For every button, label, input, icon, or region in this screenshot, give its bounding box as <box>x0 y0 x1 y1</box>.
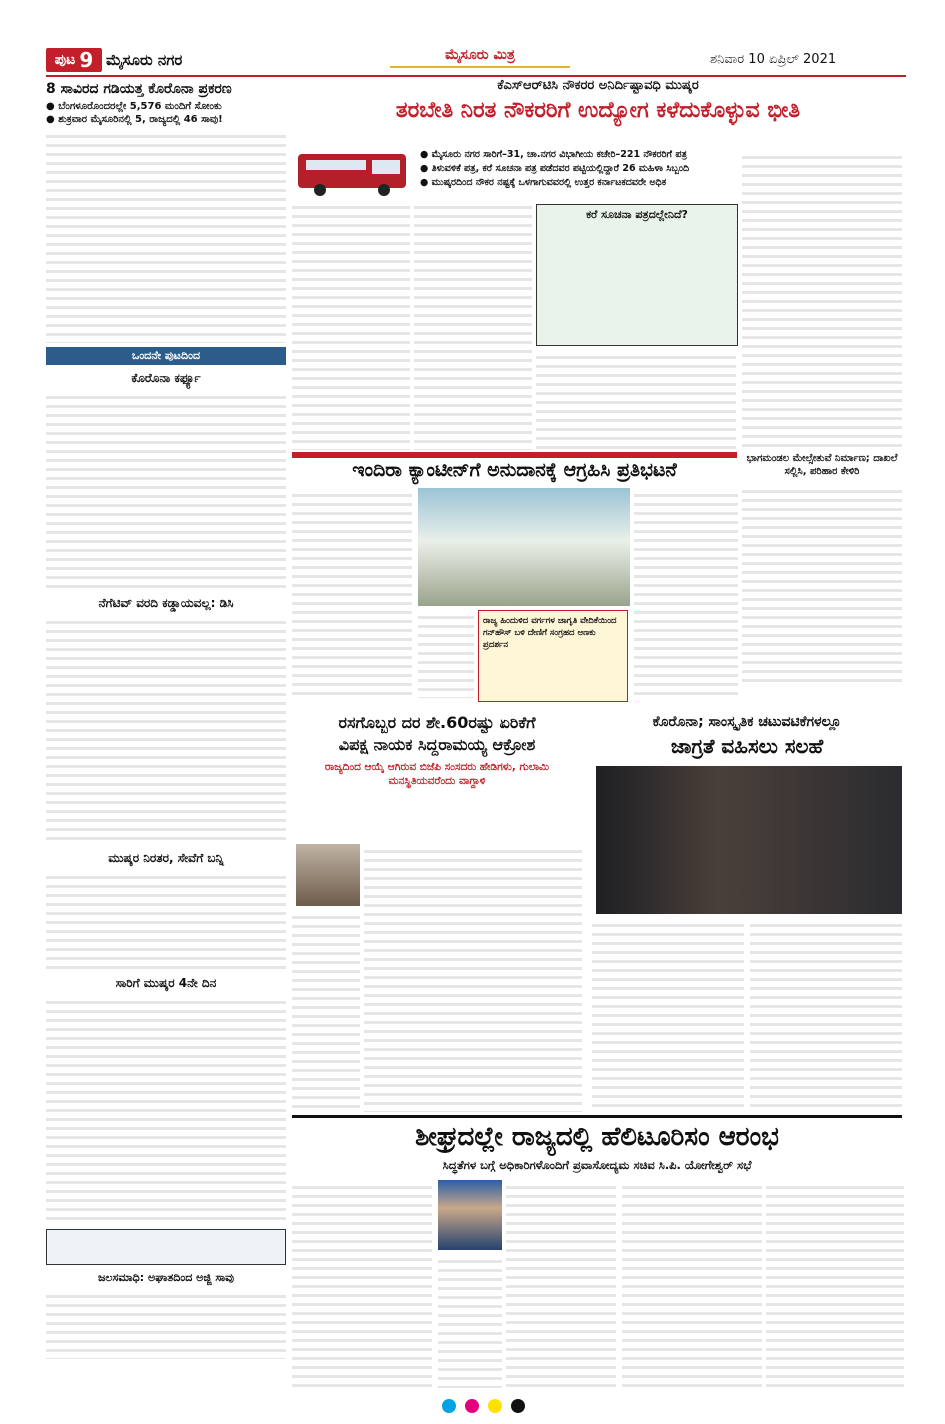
page-label: ಪುಟ <box>54 52 76 68</box>
heli-subhead: ಸಿದ್ಧತೆಗಳ ಬಗ್ಗೆ ಅಧಿಕಾರಿಗಳೊಂದಿಗೆ ಪ್ರವಾಸೋದ್ಯಮ ಸಚಿವ ಸಿ.ಪಿ. ಯೋಗೇಶ್ವರ್ ಸಭೆ <box>442 1158 752 1172</box>
culture-story <box>592 712 902 760</box>
strike-service-body-text <box>46 870 286 970</box>
culture-headline-1: ಕೊರೊನಾ; ಸಾಂಸ್ಕೃತಿಕ ಚಟುವಟಿಕೆಗಳಲ್ಲೂ <box>652 714 842 730</box>
bus-icon <box>292 146 412 198</box>
print-registration-marks <box>440 1398 527 1417</box>
left-column <box>46 80 286 1359</box>
heli-body-col-2b <box>438 1254 502 1388</box>
notice-box-title: ಕರೆ ಸೂಚನಾ ಪತ್ರದಲ್ಲೇನಿದೆ? <box>586 208 688 221</box>
strike-service-subhead: ಮುಷ್ಕರ ನಿರತರ, ಸೇವೆಗೆ ಬನ್ನಿ <box>108 851 224 865</box>
curfew-body-text <box>46 390 286 590</box>
page-number-badge <box>46 48 102 72</box>
corona-bullet-2: ● ಶುಕ್ರವಾರ ಮೈಸೂರಿನಲ್ಲಿ 5, ರಾಜ್ಯದಲ್ಲಿ 46 ಸಾವು! <box>46 114 223 125</box>
masthead-rule <box>46 75 906 77</box>
yellow-dot <box>488 1399 502 1413</box>
canteen-body-mid <box>418 610 474 698</box>
strike-day4-body-text <box>46 995 286 1223</box>
bhagamandala-story <box>742 452 902 682</box>
top-story-body-left <box>292 200 532 450</box>
heli-body-col-1 <box>292 1180 432 1388</box>
callout-text: ರಾಜ್ಯ ಹಿಂದುಳಿದ ವರ್ಗಗಳ ಜಾಗೃತಿ ವೇದಿಕೆಯಿಂದ ಗನ್‌ಹೌಸ್ ಬಳಿ ದೇಣಿಗೆ ಸಂಗ್ರಹದ ಆಣಕು ಪ್ರದರ್ಶನ <box>483 616 617 650</box>
heli-body-col-3 <box>622 1180 762 1388</box>
dateline: ಶನಿವಾರ 10 ಏಪ್ರಿಲ್ 2021 <box>710 52 837 67</box>
top-story-body-right <box>742 150 902 450</box>
canteen-body-left <box>292 488 412 698</box>
drowning-body-text <box>46 1289 286 1359</box>
top-story-body-mid <box>536 350 736 450</box>
page-number: 9 <box>79 48 94 72</box>
corona-body-text <box>46 129 286 343</box>
top-story <box>292 78 904 125</box>
culture-headline-2: ಜಾಗ್ರತೆ ವಹಿಸಲು ಸಲಹೆ <box>670 734 824 758</box>
top-story-kicker: ಕೆಎಸ್‌ಆರ್‌ಟಿಸಿ ನೌಕರರ ಅನಿರ್ದಿಷ್ಟಾವಧಿ ಮುಷ್ಕರ <box>497 78 699 93</box>
fertilizer-subhead: ರಾಜ್ಯದಿಂದ ಆಯ್ಕೆ ಆಗಿರುವ ಬಿಜೆಪಿ ಸಂಸದರು ಹೇಡಿಗಳು, ಗುಲಾಮಿ ಮನಸ್ಥಿತಿಯವರೆಂದು ವಾಗ್ದಾಳಿ <box>324 761 550 787</box>
info-box <box>46 1229 286 1265</box>
siddaramaiah-photo <box>296 844 360 906</box>
drowning-subhead: ಜಲಸಮಾಧಿ: ಅಘಾತದಿಂದ ಅಜ್ಜಿ ಸಾವು <box>97 1271 235 1284</box>
fertilizer-body-left <box>292 910 360 1112</box>
notice-box <box>536 204 738 346</box>
fertilizer-body-right <box>364 844 582 1112</box>
magenta-dot <box>465 1399 479 1413</box>
heli-rule <box>292 1115 902 1118</box>
top-story-headline: ತರಬೇತಿ ನಿರತ ನೌಕರರಿಗೆ ಉದ್ಯೋಗ ಕಳೆದುಕೊಳ್ಳುವ ಭೀತಿ <box>395 98 801 123</box>
bus-photo <box>292 146 412 198</box>
heli-body-col-4 <box>766 1180 904 1388</box>
heli-headline: ಶೀಘ್ರದಲ್ಲೇ ರಾಜ್ಯದಲ್ಲಿ ಹೆಲಿಟೂರಿಸಂ ಆರಂಭ <box>415 1122 779 1152</box>
heli-body-col-2 <box>506 1180 616 1388</box>
strike-day4-subhead: ಸಾರಿಗೆ ಮುಷ್ಕರ 4ನೇ ದಿನ <box>115 976 217 990</box>
top-point-1: ● ಮೈಸೂರು ನಗರ ಸಾರಿಗೆ–31, ಚಾ.ನಗರ ವಿಭಾಗೀಯ ಕಚೇರಿ–221 ನೌಕರರಿಗೆ ಪತ್ರ <box>420 149 687 160</box>
section-title: ಮೈಸೂರು ನಗರ <box>106 51 183 69</box>
bhagamandala-body-text <box>742 484 902 682</box>
canteen-headline: ಇಂದಿರಾ ಕ್ಯಾಂಟೀನ್‌ಗೆ ಅನುದಾನಕ್ಕೆ ಆಗ್ರಹಿಸಿ ಪ್ರತಿಭಟನೆ <box>352 459 677 481</box>
culture-body-text <box>592 918 904 1112</box>
canteen-body-right <box>634 488 738 698</box>
newspaper-logo: ಮೈಸೂರು ಮಿತ್ರ <box>390 44 570 68</box>
minister-photo <box>438 1180 502 1250</box>
top-point-3: ● ಮುಷ್ಕರದಿಂದ ನೌಕರ ನಷ್ಟಕ್ಕೆ ಒಳಗಾಗುವವರಲ್ಲಿ ಉತ್ತರ ಕರ್ನಾಟಕದವರೇ ಅಧಿಕ <box>420 177 667 188</box>
cyan-dot <box>442 1399 456 1413</box>
negative-report-body-text <box>46 615 286 845</box>
top-point-2: ● ತಿಳುವಳಿಕೆ ಪತ್ರ, ಕರೆ ಸೂಚನಾ ಪತ್ರ ಪಡೆದವರ ಪಟ್ಟಿಯಲ್ಲಿದ್ದಾರೆ 26 ಮಹಿಳಾ ಸಿಬ್ಬಂದಿ <box>420 163 690 174</box>
black-dot <box>511 1399 525 1413</box>
corona-headline: 8 ಸಾವಿರದ ಗಡಿಯತ್ತ ಕೊರೊನಾ ಪ್ರಕರಣ <box>46 81 232 97</box>
bhagamandala-headline: ಭಾಗಮಂಡಲ ಮೇಲ್ಸೇತುವೆ ನಿರ್ಮಾಣ; ದಾಖಲೆ ಸಲ್ಲಿಸಿ, ಪರಿಹಾರ ಕೇಳಿರಿ <box>746 453 898 477</box>
theatre-photo <box>596 766 902 914</box>
corona-bullet-1: ● ಬೆಂಗಳೂರೊಂದರಲ್ಲೇ 5,576 ಮಂದಿಗೆ ಸೋಂಕು <box>46 101 222 112</box>
callout-box <box>478 610 628 702</box>
fertilizer-story <box>292 712 582 788</box>
fertilizer-headline-2: ವಿಪಕ್ಷ ನಾಯಕ ಸಿದ್ದರಾಮಯ್ಯ ಆಕ್ರೋಶ <box>338 735 536 754</box>
curfew-subhead: ಕೊರೊನಾ ಕರ್ಫ್ಯೂ <box>131 371 201 385</box>
fertilizer-headline-1: ರಸಗೊಬ್ಬರ ದರ ಶೇ.60ರಷ್ಟು ಏರಿಕೆಗೆ <box>338 713 536 732</box>
canteen-protest-photo <box>418 488 630 606</box>
negative-report-subhead: ನೆಗೆಟಿವ್ ವರದಿ ಕಡ್ಡಾಯವಲ್ಲ: ಡಿಸಿ <box>98 596 234 610</box>
continued-band: ಒಂದನೇ ಪುಟದಿಂದ <box>46 347 286 365</box>
